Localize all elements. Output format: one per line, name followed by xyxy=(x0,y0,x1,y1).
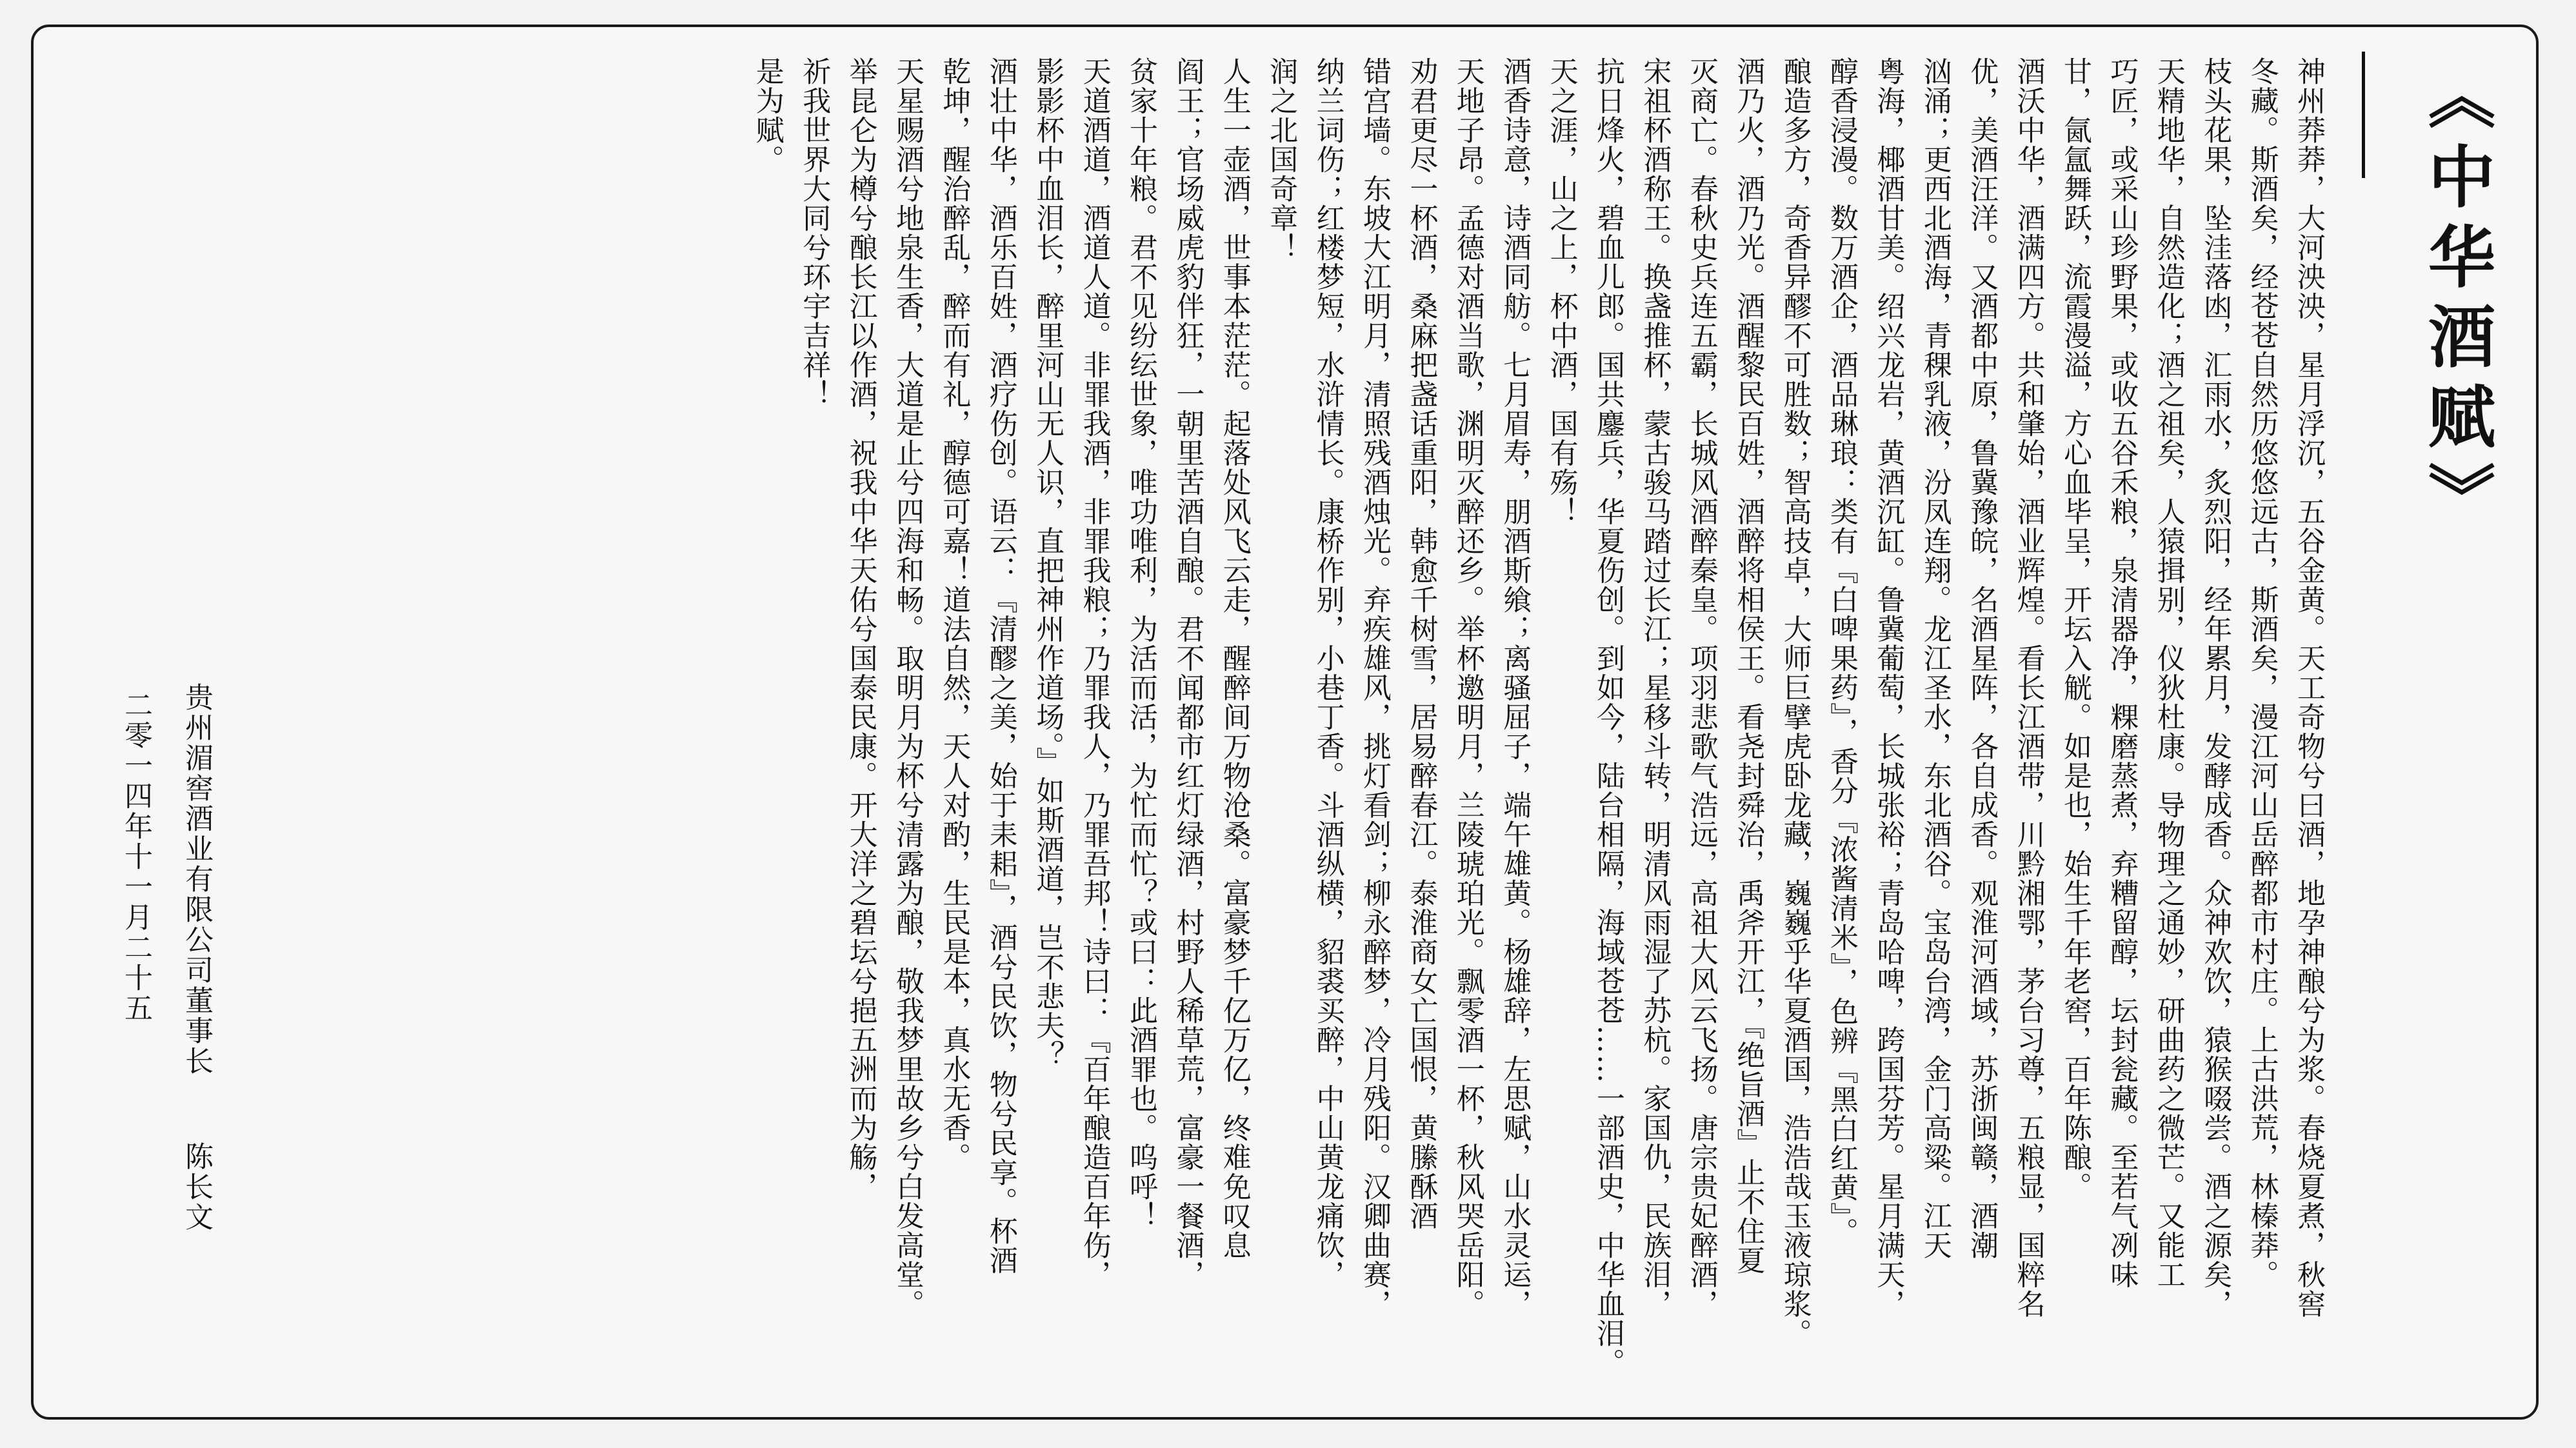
verse-column: 是为赋。 xyxy=(750,57,784,174)
verse-column: 灭商亡。春秋史兵连五霸，长城风酒醉秦皇。项羽悲歌气浩远，高祖大风云飞扬。唐宗贵妃醉酒， xyxy=(1684,57,1718,1319)
verse-column: 天地子昂。孟德对酒当歌，渊明灭醉还乡。举杯邀明月，兰陵琥珀光。飘零酒一杯，秋风哭岳阳。 xyxy=(1451,57,1484,1319)
verse-column: 冬藏。斯酒矣，经苍苍自然历悠悠远古，斯酒矣，漫江河山岳醉都市村庄。上古洪荒，林榛莽。 xyxy=(2245,57,2279,1289)
verse-column: 乾坤，醒治醉乱，醉而有礼，醇德可嘉！道法自然，天人对酌，生民是本，真水无香。 xyxy=(937,57,971,1172)
signature-date: 二零一四年十一月二十五 xyxy=(119,690,152,1024)
verse-column: 汹涌；更西北酒海，青稞乳液，汾凤连翔。龙江圣水，东北酒谷。宝岛台湾，金门高粱。江天 xyxy=(1918,57,1952,1260)
verse-column: 抗日烽火，碧血儿郎。国共鏖兵，华夏伤创。到如今，陆台相隔，海域苍苍……一部酒史，中华血泪。 xyxy=(1592,57,1624,1378)
page-title: 《中华酒赋》 xyxy=(2417,62,2495,542)
verse-column: 酒香诗意，诗酒同舫。七月眉寿，朋酒斯飨；离骚屈子，端午雄黄。杨雄辞，左思赋，山水灵运， xyxy=(1498,57,1532,1319)
title-rule xyxy=(2362,52,2365,178)
verse-column: 错宫墙。东坡大江明月，清照残酒烛光。弃疾雄风，挑灯看剑；柳永醉梦，冷月残阳。汉卿曲赛， xyxy=(1358,57,1391,1319)
verse-column: 天之涯，山之上，杯中酒，国有殇！ xyxy=(1544,57,1578,526)
verse-column: 润之北国奇章！ xyxy=(1264,57,1298,263)
verse-column: 天星赐酒兮地泉生香，大道是止兮四海和畅。取明月为杯兮清露为酿，敬我梦里故乡兮白发高堂。 xyxy=(891,57,924,1319)
verse-column: 粤海，椰酒甘美。绍兴龙岩，黄酒沉缸。鲁冀葡萄，长城张裕；青岛哈啤，跨国芬芳。星月满天， xyxy=(1872,57,1905,1319)
verse-column: 酒沃中华，酒满四方。共和肇始，酒业辉煌。看长江酒带，川黔湘鄂，茅台习尊，五粮显，国粹名 xyxy=(2012,57,2045,1319)
verse-column: 神州莽莽，大河泱泱，星月浮沉，五谷金黄。天工奇物兮曰酒，地孕神酿兮为浆。春烧夏煮，秋窖 xyxy=(2292,57,2325,1319)
verse-column: 举昆仑为樽兮酿长江以作酒，祝我中华天佑兮国泰民康。开大洋之碧坛兮挹五洲而为觞， xyxy=(844,57,877,1202)
verse-column: 人生一壶酒，世事本茫茫。起落处风飞云走，醒醉间万物沧桑。富豪梦千亿万亿，终难免叹息 xyxy=(1217,57,1251,1260)
verse-column: 祈我世界大同兮环宇吉祥！ xyxy=(797,57,831,409)
verse-column: 阎王；官场威虎豹伴狂，一朝里苦酒自酿。君不闻都市红灯绿酒，村野人稀草荒，富豪一餐酒， xyxy=(1171,57,1204,1289)
verse-column: 巧匠，或采山珍野果，或收五谷禾粮，泉清器净，粿磨蒸煮，弃糟留醇，坛封瓮藏。至若气冽味 xyxy=(2105,57,2139,1289)
verse-column: 天精地华，自然造化；酒之祖矣，人猿揖别，仪狄杜康。导物理之通妙，研曲药之微芒。又能工 xyxy=(2152,57,2185,1289)
verse-column: 贫家十年粮。君不见纷纭世象，唯功唯利，为活而活，为忙而忙？或曰：此酒罪也。呜呼！ xyxy=(1124,57,1157,1231)
verse-column: 酿造多方，奇香异醪不可胜数；智高技卓，大师巨擘虎卧龙藏，巍巍乎华夏酒国，浩浩哉玉液琼浆。 xyxy=(1778,57,1812,1348)
signature-org: 贵州湄窖酒业有限公司董事长 xyxy=(180,682,213,1076)
verse-column: 优，美酒汪洋。又酒都中原，鲁冀豫皖，名酒星阵，各自成香。观淮河酒域，苏浙闽赣，酒潮 xyxy=(1965,57,1999,1260)
verse-column: 纳兰词伤；红楼梦短，水浒情长。康桥作别，小巷丁香。斗酒纵横，貂裘买醉，中山黄龙痛饮， xyxy=(1311,57,1344,1289)
verse-column: 酒壮中华，酒乐百姓，酒疗伤创。语云：『清醪之美，始于耒耜』，酒兮民饮，物兮民享。杯酒 xyxy=(984,57,1017,1275)
verse-column: 醇香浸漫。数万酒企，酒品琳琅：类有『白啤果药』，香分『浓酱清米』，色辨『黑白红黄』。 xyxy=(1825,57,1858,1247)
verse-column: 天道酒道，酒道人道。非罪我酒，非罪我粮；乃罪我人，乃罪吾邦！诗曰：『百年酿造百年伤， xyxy=(1077,57,1111,1289)
verse-column: 酒乃火，酒乃光。酒醒黎民百姓，酒醉将相侯王。看尧封舜治，禹斧开江，『绝旨酒』止不住夏 xyxy=(1732,57,1765,1275)
verse-column: 影影杯中血泪长，醉里河山无人识，直把神州作道场。』如斯酒道，岂不悲夫？ xyxy=(1031,57,1064,1070)
verse-column: 甘，氤氲舞跃，流霞漫溢，方心血毕呈，开坛入觥。如是也，始生千年老窖，百年陈酿。 xyxy=(2059,57,2092,1202)
verse-column: 劝君更尽一杯酒，桑麻把盏话重阳，韩愈千树雪，居易醉春江。泰淮商女亡国恨，黄縢酥酒 xyxy=(1404,57,1438,1231)
verse-column: 宋祖杯酒称王。换盏推杯，蒙古骏马踏过长江；星移斗转，明清风雨湿了苏杭。家国仇，民族泪， xyxy=(1638,57,1672,1319)
signature-name: 陈长文 xyxy=(180,1142,213,1233)
verse-column: 枝头花果，坠洼落凼，汇雨水，炙烈阳，经年累月，发酵成香。众神欢饮，猿猴啜尝。酒之源矣， xyxy=(2199,57,2232,1319)
